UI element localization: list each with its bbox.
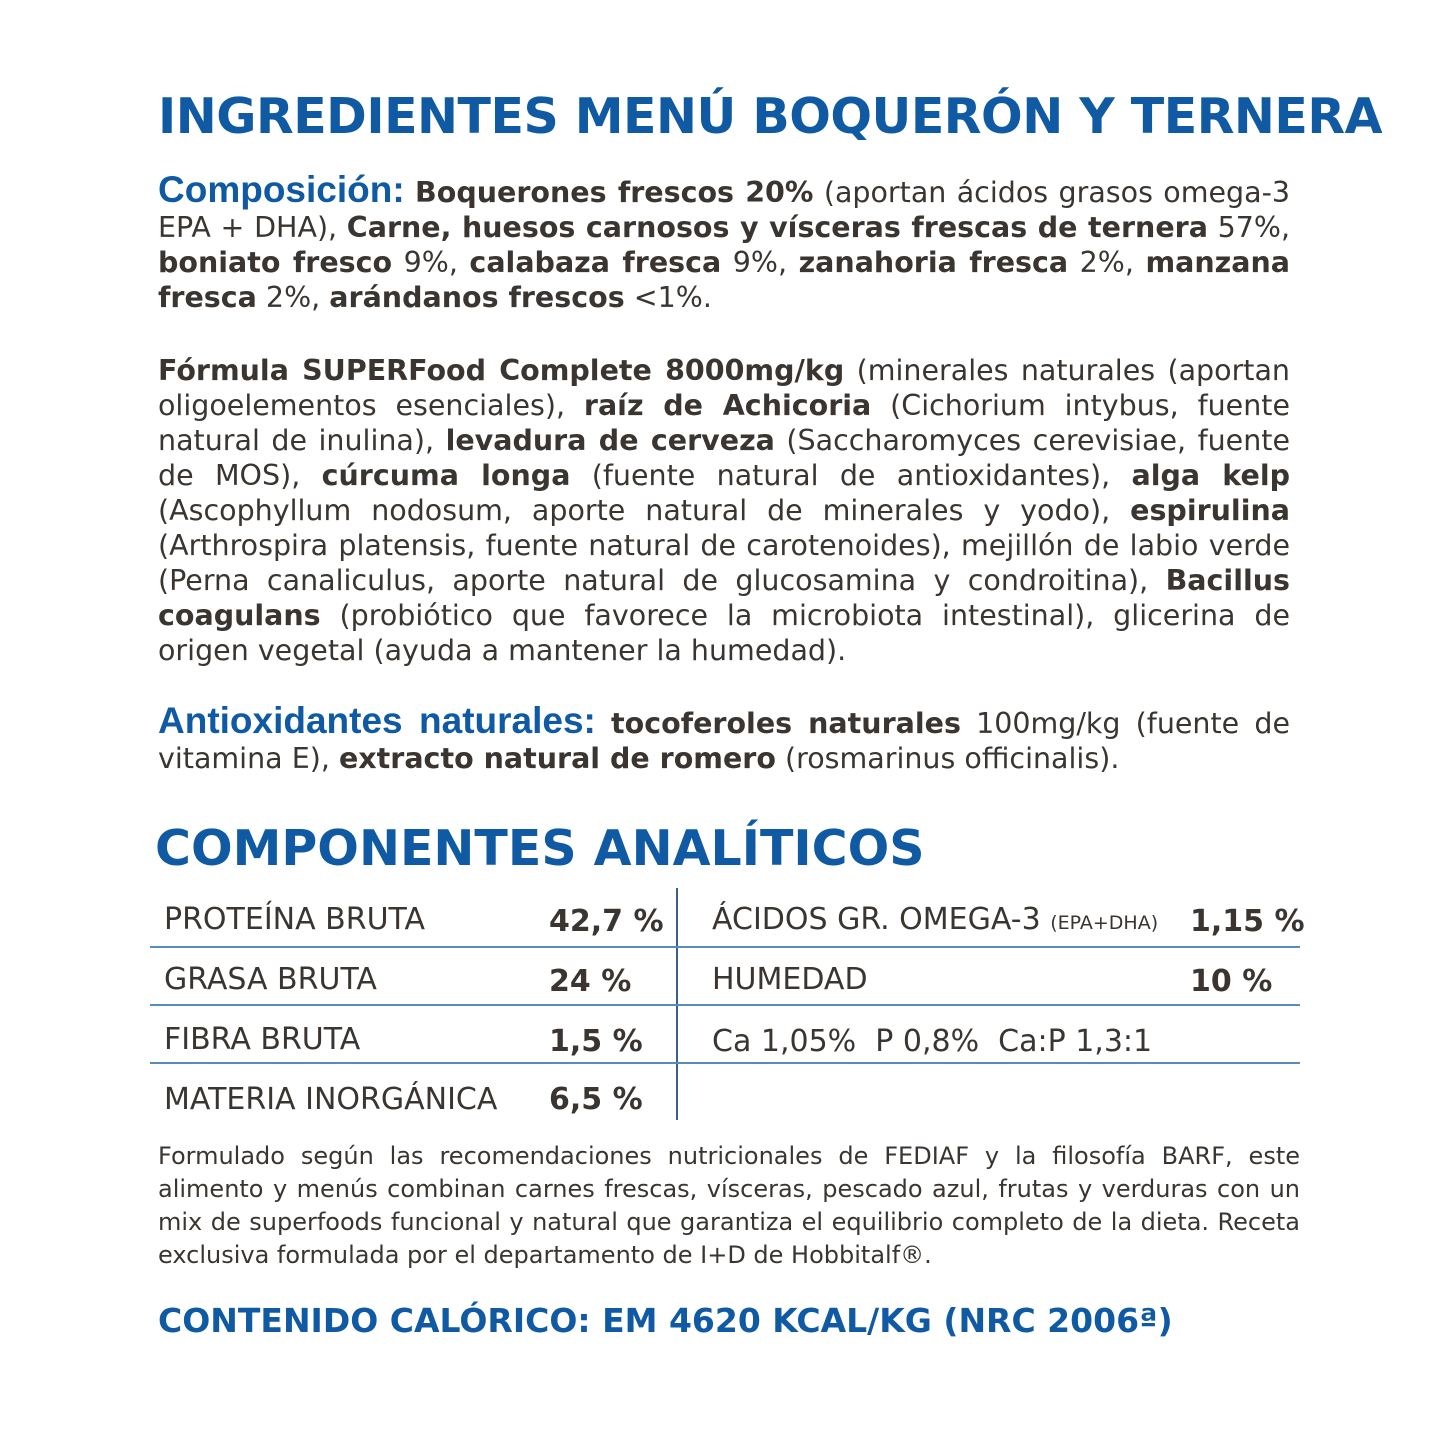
omega3-suffix: (EPA+DHA) [1050,912,1159,934]
left-label-0: PROTEÍNA BRUTA [164,902,426,937]
formula-paragraph [158,353,1290,668]
omega3-label: ÁCIDOS GR. OMEGA-3 [712,902,1041,937]
composicion-label: Composición: [158,169,405,210]
antioxidantes-paragraph [158,700,1290,776]
left-label-1: GRASA BRUTA [164,962,377,997]
composicion-text-1: 57%, [1207,211,1291,244]
formula-bold-1: raíz de Achicoria [583,389,872,422]
formula-bold-6: Bacillus coagulans [158,564,1290,632]
formula-text-6: (probiótico que favorece la microbiota intestinal), glicerina de origen vegetal (ayuda a mantener la humedad). [158,599,1290,667]
formula-bold-4: alga kelp [1131,459,1290,492]
antioxidantes-bold-1: extracto natural de romero [338,742,776,775]
right-value-1: 10 % [1190,964,1273,999]
composicion-paragraph [158,169,1291,315]
left-label-3: MATERIA INORGÁNICA [164,1082,498,1117]
row-line [150,1004,1300,1006]
left-value-0: 42,7 % [549,904,664,939]
left-label-2: FIBRA BRUTA [164,1022,361,1057]
composicion-bold-0: Boquerones frescos 20% [415,176,814,209]
right-label-1: HUMEDAD [712,962,868,997]
composicion-bold-3: calabaza fresca [469,246,722,279]
analiticos-title: COMPONENTES ANALÍTICOS [155,820,925,877]
composicion-text-6: <1%. [624,281,712,314]
composicion-bold-6: arándanos frescos [329,281,625,314]
formula-text-3: (fuente natural de antioxidantes), [570,459,1132,492]
formula-bold-0: Fórmula SUPERFood Complete 8000mg/kg [158,354,845,387]
formula-text-5: (Arthrospira platensis, fuente natural de carotenoides), mejillón de labio verde (Perna canaliculus, aporte natural de glucosamina y condroitina), [158,529,1290,597]
antioxidantes-text-0: 100mg/kg (fuente de vitamina E), [158,707,1290,775]
page-title: INGREDIENTES MENÚ BOQUERÓN Y TERNERA [158,88,1383,145]
row-line [150,946,1300,948]
formula-bold-5: espirulina [1130,494,1290,527]
formula-text-2: (Saccharomyces cerevisiae, fuente de MOS), [158,424,1290,492]
left-value-1: 24 % [549,964,632,999]
formula-bold-3: cúrcuma longa [321,459,571,492]
formulation-note: Formulado según las recomendaciones nutricionales de FEDIAF y la filosofía BARF, este alimento y menús combinan carnes frescas, vísceras, pescado azul, frutas y verduras con un mix de superfoods funcional y natural que garantiza el equilibrio completo de la dieta. Receta exclusiva formulada por el departamento de I+D de Hobbitalf®. [158,1142,1300,1269]
left-value-3: 6,5 % [549,1082,643,1117]
composicion-text-4: 2%, [1068,246,1146,279]
composicion-text-0: (aportan ácidos grasos omega-3 EPA + DHA), [158,176,1290,244]
composicion-bold-5: manzana fresca [158,246,1291,314]
antioxidantes-label: Antioxidantes naturales: [158,700,596,741]
formula-text-0: (minerales naturales (aportan oligoelementos esenciales), [158,354,1290,422]
composicion-bold-4: zanahoria fresca [798,246,1069,279]
composicion-bold-1: Carne, huesos carnosos y vísceras frescas de ternera [346,211,1208,244]
antioxidantes-bold-0: tocoferoles naturales [611,707,961,740]
composicion-bold-2: boniato fresco [158,246,393,279]
row-line [150,1062,1300,1064]
formula-bold-2: levadura de cerveza [445,424,775,457]
caloric-content: CONTENIDO CALÓRICO: EM 4620 KCAL/KG (NRC 2006ª) [158,1301,1173,1340]
composicion-text-3: 9%, [721,246,799,279]
left-value-2: 1,5 % [549,1024,643,1059]
right-label-0 [712,902,1158,937]
formula-text-1: (Cichorium intybus, fuente natural de inulina), [158,389,1290,457]
right-value-0: 1,15 % [1190,904,1305,939]
composicion-text-2: 9%, [392,246,470,279]
composicion-text-5: 2%, [256,281,330,314]
antioxidantes-text-1: (rosmarinus officinalis). [775,742,1120,775]
formula-text-4: (Ascophyllum nodosum, aporte natural de minerales y yodo), [158,494,1131,527]
right-label-2: Ca 1,05% P 0,8% Ca:P 1,3:1 [712,1024,1153,1059]
